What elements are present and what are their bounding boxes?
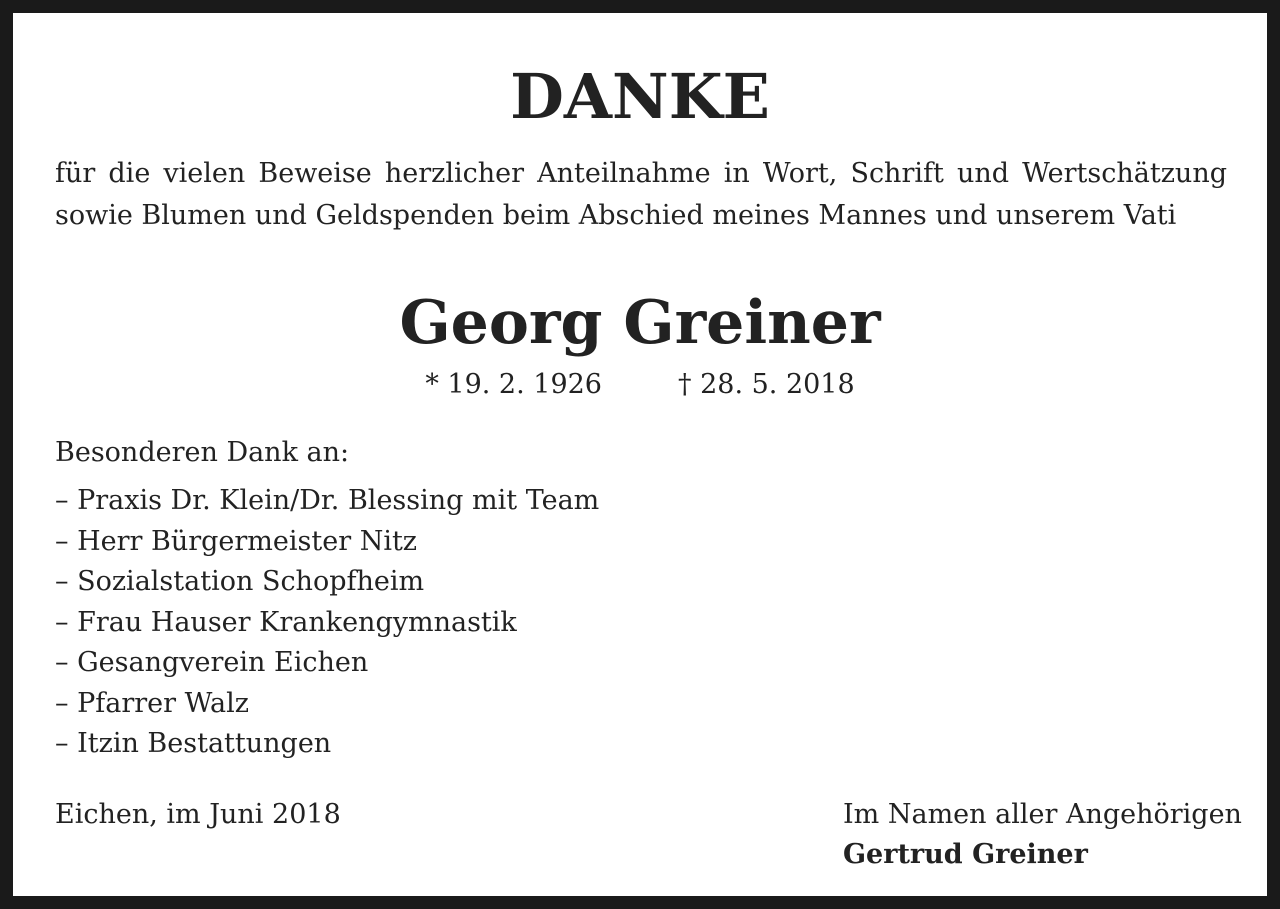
thanks-list — [55, 481, 599, 765]
notice-title: DANKE — [510, 60, 770, 133]
list-item: – Frau Hauser Krankengymnastik — [55, 606, 517, 638]
intro-line-1: für die vielen Beweise herzlicher Anteilnahme in Wort, Schrift und Wertschätzung — [55, 158, 1227, 189]
deceased-name: Georg Greiner — [399, 288, 881, 358]
signature-block — [843, 795, 1242, 875]
signer-name: Gertrud Greiner — [843, 839, 1088, 870]
on-behalf-text: Im Namen aller Angehörigen — [843, 799, 1242, 830]
list-item: – Praxis Dr. Klein/Dr. Blessing mit Team — [55, 485, 600, 516]
thanks-heading: Besonderen Dank an: — [55, 437, 350, 468]
birth-date: * 19. 2. 1926 — [425, 369, 602, 400]
list-item: – Pfarrer Walz — [55, 687, 249, 719]
place-date: Eichen, im Juni 2018 — [55, 799, 341, 830]
intro-line-2: sowie Blumen und Geldspenden beim Abschied meines Mannes und unserem Vati — [55, 200, 1177, 231]
life-dates — [13, 365, 1267, 405]
list-item: – Itzin Bestattungen — [55, 728, 332, 759]
intro-text — [55, 153, 1227, 237]
list-item: – Sozialstation Schopfheim — [55, 566, 425, 597]
death-date: † 28. 5. 2018 — [678, 369, 855, 400]
list-item: – Herr Bürgermeister Nitz — [55, 525, 418, 557]
list-item: – Gesangverein Eichen — [55, 647, 369, 678]
